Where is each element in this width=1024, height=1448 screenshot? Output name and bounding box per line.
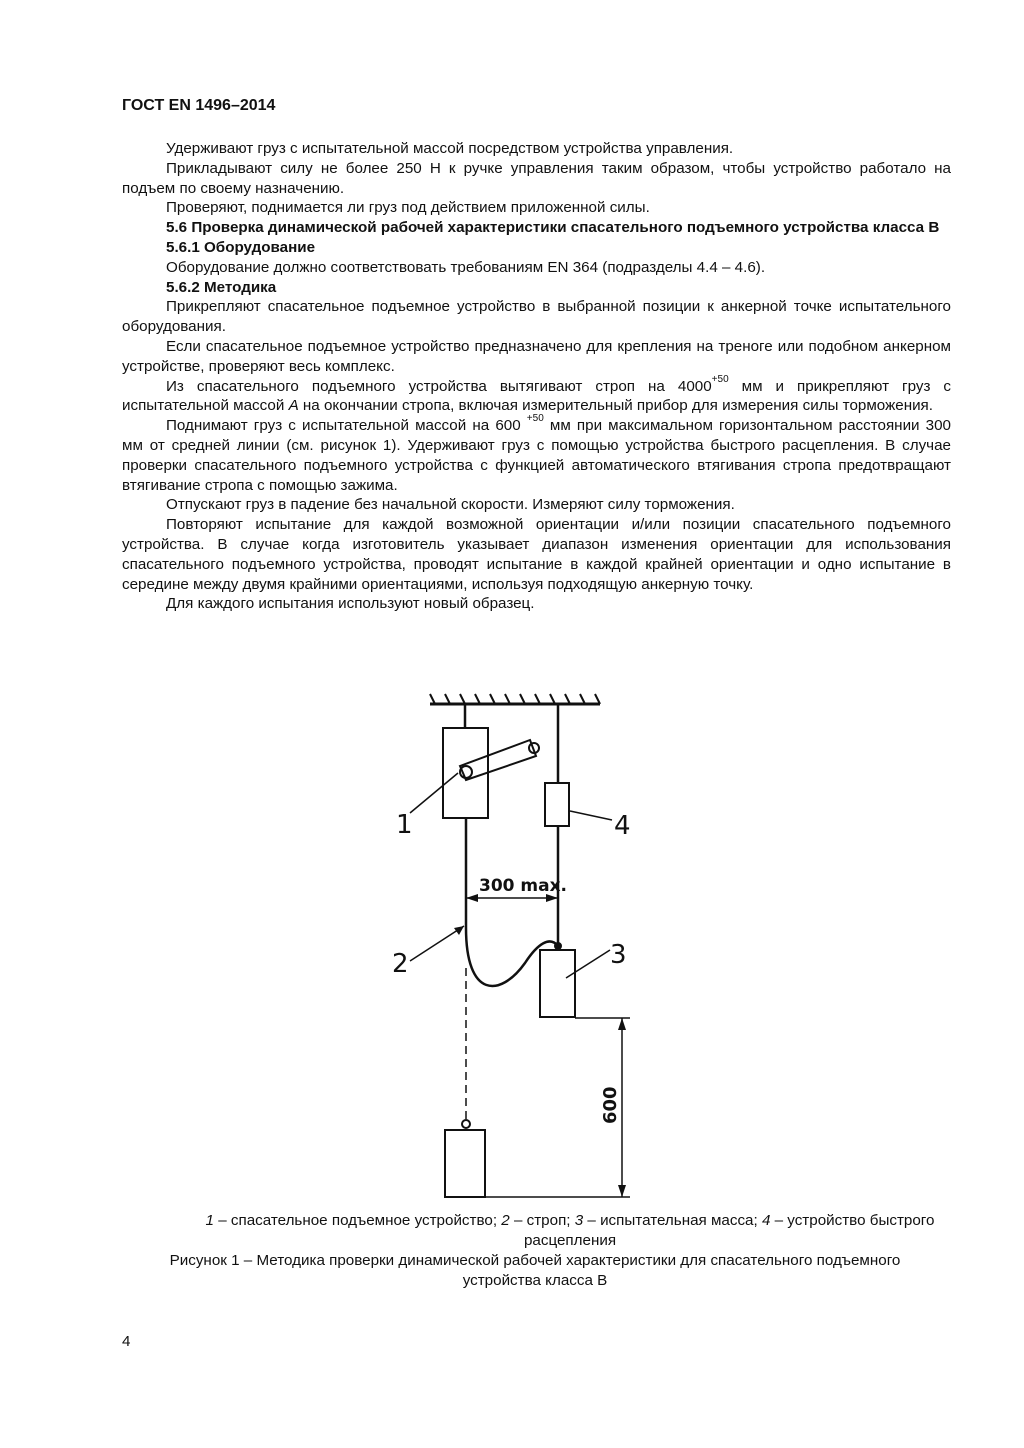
paragraph: Проверяют, поднимается ли груз под действием приложенной силы. — [166, 199, 650, 217]
leader-line — [410, 926, 464, 961]
paragraph — [122, 373, 951, 417]
callout-2: 2 — [392, 949, 409, 979]
paragraph: Если спасательное подъемное устройство предназначено для крепления на треноге или подобном анкерном устройстве, проверяют весь комплекс. — [122, 337, 951, 375]
rescue-lifting-device — [443, 728, 488, 818]
figure-caption: Рисунок 1 – Методика проверки динамической рабочей характеристики для спасательного подъемного устройства класса В — [169, 1252, 901, 1289]
paragraph: Отпускают груз в падение без начальной скорости. Измеряют силу торможения. — [166, 496, 735, 514]
document-code-header: ГОСТ EN 1496–2014 — [122, 97, 276, 114]
text-run: Поднимают груз с испытательной массой на 600 — [166, 417, 527, 435]
callout-3: 3 — [610, 940, 627, 970]
paragraph: Прикладывают силу не более 250 Н к ручке управления таким образом, чтобы устройство работало на подъем по своему назначению. — [122, 159, 951, 197]
dimension-arrow — [618, 1185, 626, 1197]
paragraph: Оборудование должно соответствовать требованиям EN 364 (подразделы 4.4 – 4.6). — [166, 258, 766, 276]
callout-4: 4 — [614, 811, 631, 841]
tolerance-superscript: +50 — [526, 413, 544, 425]
paragraph: Повторяют испытание для каждой возможной ориентации и/или позиции спасательного подъемного устройства. В случае когда изготовитель указывает диапазон изменения ориентации для использования спасательного подъемного устройства, проводят испытание в каждой крайней ориентации и одно испытание в середине между двумя крайними ориентациями, используя подходящую анкерную точку. — [122, 516, 951, 593]
leader-line — [570, 811, 612, 820]
dimension-arrow — [466, 894, 478, 902]
mass-hook — [462, 1120, 470, 1128]
paragraph: Прикрепляют спасательное подъемное устройство в выбранной позиции к анкерной точке испытательного оборудования. — [122, 298, 951, 336]
paragraph: Удерживают груз с испытательной массой посредством устройства управления. — [166, 140, 734, 157]
test-mass-lowered — [445, 1130, 485, 1197]
tolerance-superscript: +50 — [711, 373, 729, 385]
legend-number: 2 — [501, 1212, 510, 1229]
leader-arrow — [454, 926, 464, 935]
subsection-heading: 5.6.2 Методика — [166, 278, 277, 296]
body-text — [122, 139, 951, 614]
legend-text: – спасательное подъемное устройство; — [213, 1212, 502, 1229]
figure-legend — [180, 1211, 960, 1251]
legend-number: 3 — [574, 1212, 584, 1229]
text-run: Из спасательного подъемного устройства вытягивают строп на 4000 — [166, 377, 712, 395]
paragraph: Для каждого испытания используют новый образец. — [166, 595, 535, 613]
paragraph — [122, 413, 951, 495]
legend-number: 1 — [205, 1212, 214, 1229]
text-run: на окончании стропа, включая измерительный прибор для измерения силы торможения. — [298, 397, 934, 415]
leader-line — [410, 773, 458, 813]
mass-symbol: А — [288, 397, 299, 415]
page-number: 4 — [122, 1333, 131, 1350]
section-heading: 5.6 Проверка динамической рабочей характеристики спасательного подъемного устройства класса В — [166, 219, 940, 237]
figure-1-diagram — [380, 688, 660, 1208]
callout-1: 1 — [396, 810, 413, 840]
text-run: мм при максимальном горизонтальном расстоянии 300 мм от средней линии (см. рисунок 1). Удерживают груз с помощью устройства быстрого расцепления. В случае проверки спасательного подъемного устройства с функцией автоматического втягивания стропа предотвращают втягивание стропа с помощью зажима. — [122, 417, 951, 494]
lanyard-slack — [466, 928, 558, 986]
text-run: мм и прикрепляют груз с испытательной массой — [122, 377, 951, 415]
legend-number: 4 — [761, 1212, 771, 1229]
leader-line — [566, 950, 610, 978]
quick-release-device — [545, 783, 569, 826]
legend-text: – строп; — [509, 1212, 575, 1229]
test-setup-drawing — [380, 688, 660, 1208]
vertical-dimension-label: 600 — [600, 1086, 621, 1124]
subsection-heading: 5.6.1 Оборудование — [166, 238, 316, 256]
horizontal-dimension-label: 300 max. — [479, 876, 568, 896]
legend-text: – испытательная масса; — [583, 1212, 762, 1229]
legend-text: – устройство быстрого расцепления — [523, 1212, 935, 1249]
test-mass-raised — [540, 950, 575, 1017]
dimension-arrow — [618, 1018, 626, 1030]
attachment-point — [555, 943, 561, 949]
